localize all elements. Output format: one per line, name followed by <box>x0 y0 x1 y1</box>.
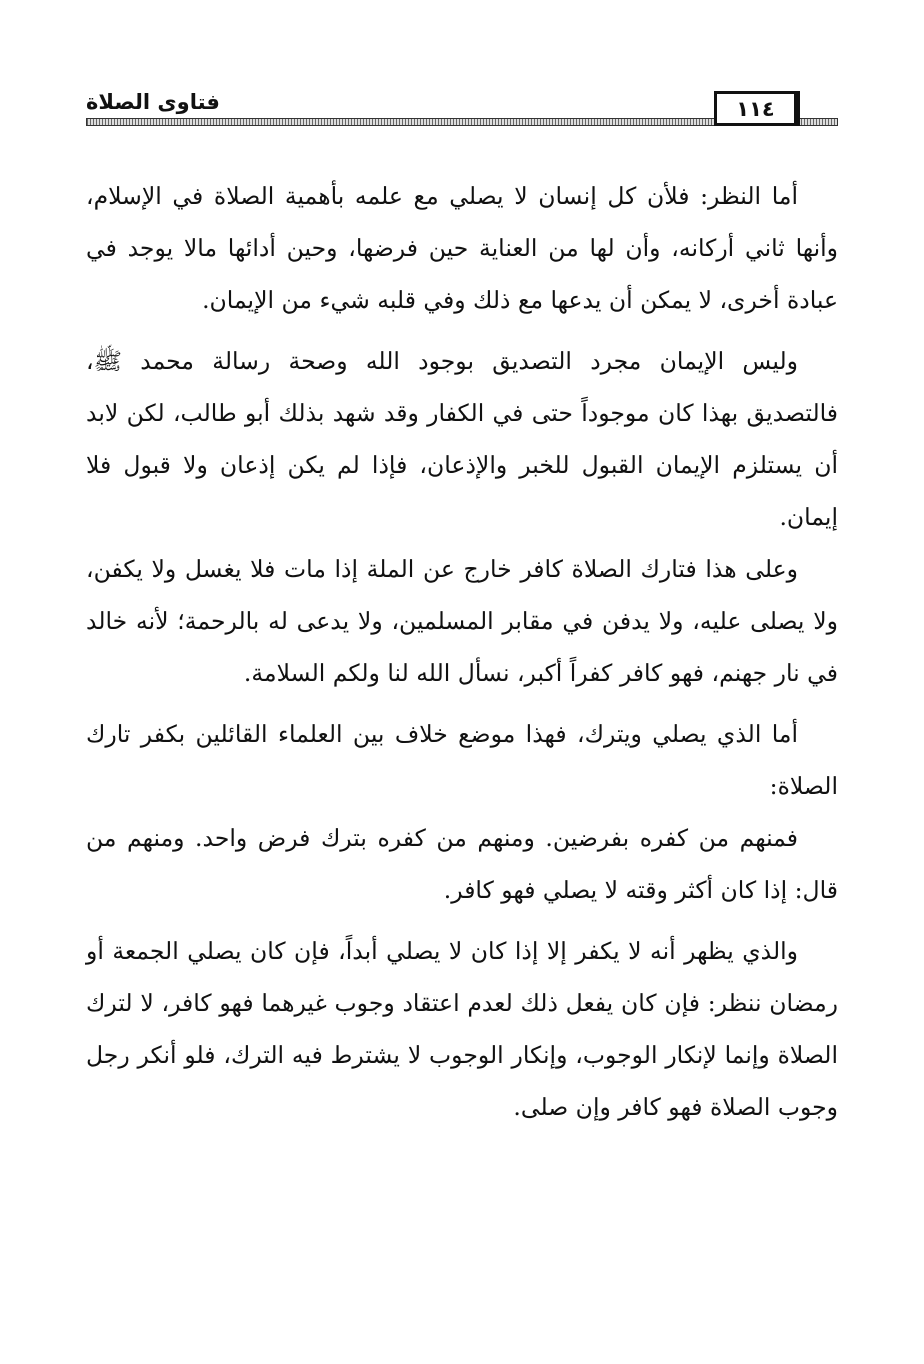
paragraph: أما الذي يصلي ويترك، فهذا موضع خلاف بين العلماء القائلين بكفر تارك الصلاة: <box>86 720 838 800</box>
paragraph: أما النظر: فلأن كل إنسان لا يصلي مع علمه بأهمية الصلاة في الإسلام، وأنها ثاني أركانه، وأن لها من العناية حين فرضها، وحين أدائها مالا يوجد في عبادة أخرى، لا يمكن أن يدعها مع ذلك وفي قلبه شيء من الإيمان. <box>86 182 838 314</box>
page-body <box>86 170 838 1142</box>
paragraph: والذي يظهر أنه لا يكفر إلا إذا كان لا يصلي أبداً، فإن كان يصلي الجمعة أو رمضان ننظر: فإن كان يفعل ذلك لعدم اعتقاد وجوب غيرهما فهو كافر، لا لترك الصلاة وإنما لإنكار الوجوب، وإنكار الوجوب لا يشترط فيه الترك، فلو أنكر رجل وجوب الصلاة فهو كافر وإن صلى. <box>86 937 838 1121</box>
page-number: ١١٤ <box>714 91 800 126</box>
paragraph: وليس الإيمان مجرد التصديق بوجود الله وصحة رسالة محمد ﷺ، فالتصديق بهذا كان موجوداً حتى في الكفار وقد شهد بذلك أبو طالب، لكن لابد أن يستلزم الإيمان القبول للخبر والإذعان، فإذا لم يكن إذعان ولا قبول فلا إيمان. <box>86 347 838 531</box>
page-header <box>86 86 838 134</box>
running-title: فتاوى الصلاة <box>86 90 220 114</box>
paragraph: وعلى هذا فتارك الصلاة كافر خارج عن الملة إذا مات فلا يغسل ولا يكفن، ولا يصلى عليه، ولا يدفن في مقابر المسلمين، ولا يدعى له بالرحمة؛ لأنه خالد في نار جهنم، فهو كافر كفراً أكبر، نسأل الله لنا ولكم السلامة. <box>86 555 838 687</box>
paragraph: فمنهم من كفره بفرضين. ومنهم من كفره بترك فرض واحد. ومنهم من قال: إذا كان أكثر وقته لا يصلي فهو كافر. <box>86 824 838 904</box>
